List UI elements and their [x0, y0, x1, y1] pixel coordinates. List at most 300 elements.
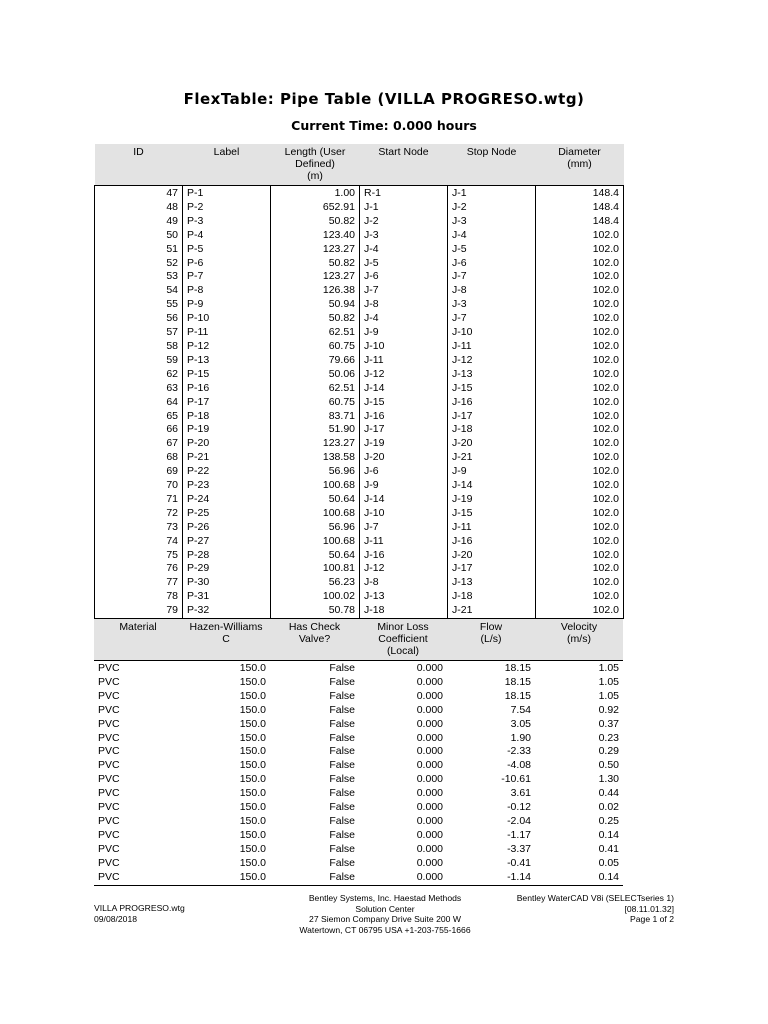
table-cell: 0.50 [598, 759, 619, 772]
table-cell: J-10 [360, 340, 448, 354]
table-cell: 68 [166, 451, 178, 464]
table-cell: J-20 [448, 549, 536, 563]
table-cell: 150.0 [239, 856, 266, 869]
table-cell: PVC [98, 745, 120, 758]
table-cell: 0.000 [416, 703, 443, 716]
table-cell: 0.000 [416, 801, 443, 814]
table-cell: 3.05 [510, 717, 531, 730]
footer-division: Solution Center [355, 903, 415, 914]
footer-company-info [260, 893, 510, 935]
table-cell: 150.0 [239, 787, 266, 800]
table-cell: 55 [166, 298, 178, 311]
table-cell: J-6 [360, 465, 448, 479]
table-cell: 62 [166, 367, 178, 380]
table-cell: 71 [166, 492, 178, 505]
column-header: Length (User Defined) (m) [271, 144, 360, 186]
footer-date: 09/08/2018 [94, 913, 138, 924]
table-cell: 62.51 [271, 382, 360, 396]
table-row [95, 590, 624, 604]
table-cell: J-7 [448, 270, 536, 284]
table-cell: P-1 [183, 186, 271, 201]
table-cell: J-3 [448, 298, 536, 312]
table-cell: 69 [166, 465, 178, 478]
table-row [95, 479, 624, 493]
table-row [95, 186, 624, 201]
table-cell: P-6 [183, 257, 271, 271]
table-cell: J-10 [360, 507, 448, 521]
table-cell: PVC [98, 759, 120, 772]
table-cell: J-8 [360, 576, 448, 590]
table-cell: P-7 [183, 270, 271, 284]
table-cell: J-18 [448, 590, 536, 604]
table-cell: 102.0 [536, 354, 624, 368]
table-cell: 18.15 [504, 662, 531, 674]
table-cell: PVC [98, 703, 120, 716]
table-cell: J-17 [360, 423, 448, 437]
table-cell: J-11 [360, 535, 448, 549]
table-cell: J-18 [448, 423, 536, 437]
table-cell: 102.0 [536, 284, 624, 298]
table-cell: J-2 [360, 215, 448, 229]
table-cell: 0.05 [598, 856, 619, 869]
table-cell: 102.0 [536, 340, 624, 354]
table-cell: -0.41 [507, 856, 531, 869]
table-cell: 1.05 [598, 675, 619, 688]
table-cell: J-21 [448, 604, 536, 618]
table-cell: False [329, 814, 355, 827]
table-cell: PVC [98, 787, 120, 800]
table-row [94, 745, 623, 759]
table-cell: 102.0 [536, 479, 624, 493]
table-cell: 652.91 [271, 201, 360, 215]
table-cell: J-14 [448, 479, 536, 493]
table-cell: 50 [166, 228, 178, 241]
table-cell: J-16 [360, 549, 448, 563]
table-row [95, 396, 624, 410]
table-cell: 100.02 [271, 590, 360, 604]
table-cell: 102.0 [536, 257, 624, 271]
footer-company: Bentley Systems, Inc. Haestad Methods [308, 893, 462, 903]
table-row [95, 257, 624, 271]
table-cell: J-6 [448, 257, 536, 271]
table-cell: J-15 [448, 382, 536, 396]
table-cell: 66 [166, 423, 178, 436]
table-cell: 102.0 [536, 535, 624, 549]
table-cell: 0.000 [416, 870, 443, 883]
table-cell: 56.96 [271, 465, 360, 479]
table-cell: 49 [166, 214, 178, 227]
table-cell: 102.0 [536, 229, 624, 243]
footer-software: Bentley WaterCAD V8i (SELECTseries 1) [516, 893, 674, 903]
table-cell: 50.64 [271, 493, 360, 507]
table-row [95, 215, 624, 229]
table-cell: J-20 [360, 451, 448, 465]
pipe-table-part2 [94, 619, 623, 886]
table-cell: 150.0 [239, 870, 266, 883]
table-cell: 50.82 [271, 215, 360, 229]
column-header: Has Check Valve? [270, 619, 359, 661]
table-cell: 0.000 [416, 828, 443, 841]
table-cell: PVC [98, 662, 120, 674]
footer-file-info [94, 903, 185, 924]
table-cell: 102.0 [536, 368, 624, 382]
table-cell: 150.0 [239, 675, 266, 688]
table-cell: P-18 [183, 410, 271, 424]
table-cell: P-22 [183, 465, 271, 479]
table-cell: 0.44 [598, 787, 619, 800]
table-row [94, 732, 623, 746]
current-time: Current Time: 0.000 hours [291, 118, 477, 133]
table-cell: J-7 [360, 284, 448, 298]
table-cell: J-4 [360, 243, 448, 257]
footer-software-info [517, 893, 674, 925]
column-header: ID [95, 144, 183, 186]
table-cell: 79.66 [271, 354, 360, 368]
table-cell: 123.27 [271, 243, 360, 257]
table-cell: J-17 [448, 562, 536, 576]
table-cell: 102.0 [536, 549, 624, 563]
table-cell: J-9 [448, 465, 536, 479]
table-cell: 0.000 [416, 773, 443, 786]
table-cell: J-11 [448, 340, 536, 354]
table-cell: 150.0 [239, 801, 266, 814]
footer-version: [08.11.01.32] [624, 903, 674, 914]
table-cell: 78 [166, 590, 178, 603]
table-cell: P-31 [183, 590, 271, 604]
table-cell: P-13 [183, 354, 271, 368]
table-row [94, 676, 623, 690]
table-row [95, 423, 624, 437]
table-cell: J-20 [448, 437, 536, 451]
table-cell: 63 [166, 381, 178, 394]
table-cell: J-18 [360, 604, 448, 618]
column-header: Velocity (m/s) [535, 619, 623, 661]
table-cell: P-11 [183, 326, 271, 340]
table-cell: P-8 [183, 284, 271, 298]
column-header: Material [94, 619, 182, 661]
table-row [95, 382, 624, 396]
table-cell: J-4 [448, 229, 536, 243]
table-cell: -2.04 [507, 814, 531, 827]
table-cell: 72 [166, 506, 178, 519]
table-row [95, 368, 624, 382]
table-cell: 150.0 [239, 773, 266, 786]
table-cell: R-1 [360, 186, 448, 201]
table-cell: 100.68 [271, 479, 360, 493]
table-row [95, 354, 624, 368]
table-cell: 1.30 [598, 773, 619, 786]
table-cell: P-9 [183, 298, 271, 312]
table-cell: 0.14 [598, 828, 619, 841]
table-cell: 1.00 [271, 186, 360, 201]
table-cell: P-29 [183, 562, 271, 576]
table-cell: 102.0 [536, 451, 624, 465]
table-cell: P-17 [183, 396, 271, 410]
table-cell: 67 [166, 437, 178, 450]
table-cell: 0.000 [416, 675, 443, 688]
table-cell: P-19 [183, 423, 271, 437]
table-cell: 60.75 [271, 396, 360, 410]
table-cell: 102.0 [536, 493, 624, 507]
table-row [94, 857, 623, 871]
table-cell: 56.23 [271, 576, 360, 590]
table-cell: 50.82 [271, 257, 360, 271]
table-cell: P-26 [183, 521, 271, 535]
table-cell: P-21 [183, 451, 271, 465]
table-cell: 102.0 [536, 243, 624, 257]
table-cell: 0.14 [598, 870, 619, 883]
column-header: Label [183, 144, 271, 186]
table-cell: J-17 [448, 410, 536, 424]
table-row [94, 759, 623, 773]
table-cell: 0.41 [598, 842, 619, 855]
table-cell: J-11 [448, 521, 536, 535]
table-row [94, 661, 623, 676]
table-cell: PVC [98, 773, 120, 786]
table-cell: 0.000 [416, 731, 443, 744]
table-cell: 62.51 [271, 326, 360, 340]
table-cell: 83.71 [271, 410, 360, 424]
table-row [95, 451, 624, 465]
table-cell: J-8 [360, 298, 448, 312]
footer-page-number: Page 1 of 2 [630, 914, 674, 924]
table-cell: 65 [166, 409, 178, 422]
table-cell: 150.0 [239, 703, 266, 716]
table-cell: 59 [166, 353, 178, 366]
table-cell: 138.58 [271, 451, 360, 465]
table-row [95, 507, 624, 521]
table-cell: 102.0 [536, 396, 624, 410]
table-row [95, 284, 624, 298]
table-cell: 0.23 [598, 731, 619, 744]
table-cell: J-16 [448, 396, 536, 410]
table-cell: 150.0 [239, 689, 266, 702]
table-cell: 150.0 [239, 662, 266, 674]
table-cell: 100.68 [271, 535, 360, 549]
table-cell: PVC [98, 828, 120, 841]
table-cell: P-28 [183, 549, 271, 563]
table-cell: P-5 [183, 243, 271, 257]
column-header: Start Node [360, 144, 448, 186]
table-cell: 79 [166, 604, 178, 617]
table-cell: P-16 [183, 382, 271, 396]
table-cell: 100.68 [271, 507, 360, 521]
table-cell: 0.000 [416, 787, 443, 800]
table-header-row [94, 619, 623, 661]
table-row [94, 690, 623, 704]
table-cell: -3.37 [507, 842, 531, 855]
table-cell: 0.000 [416, 717, 443, 730]
table-cell: J-15 [448, 507, 536, 521]
table-cell: 75 [166, 548, 178, 561]
table-cell: J-1 [448, 186, 536, 201]
table-cell: False [329, 787, 355, 800]
table-row [95, 298, 624, 312]
table-cell: 148.4 [536, 186, 624, 201]
table-cell: 150.0 [239, 717, 266, 730]
table-cell: -10.61 [501, 773, 531, 786]
table-row [94, 829, 623, 843]
table-cell: 50.06 [271, 368, 360, 382]
table-cell: -4.08 [507, 759, 531, 772]
table-cell: 123.27 [271, 270, 360, 284]
table-cell: PVC [98, 675, 120, 688]
table-cell: 150.0 [239, 745, 266, 758]
table-cell: J-13 [448, 368, 536, 382]
table-cell: 50.94 [271, 298, 360, 312]
table-cell: 123.27 [271, 437, 360, 451]
table-cell: P-15 [183, 368, 271, 382]
column-header: Minor Loss Coefficient (Local) [359, 619, 447, 661]
table-cell: 0.000 [416, 662, 443, 674]
table-cell: J-5 [360, 257, 448, 271]
table-cell: 0.37 [598, 717, 619, 730]
table-cell: PVC [98, 842, 120, 855]
table-row [94, 871, 623, 885]
table-row [95, 521, 624, 535]
footer-address: 27 Siemon Company Drive Suite 200 W [309, 914, 461, 924]
table-cell: J-8 [448, 284, 536, 298]
table-row [95, 229, 624, 243]
table-header-row [95, 144, 624, 186]
table-cell: J-1 [360, 201, 448, 215]
table-cell: P-4 [183, 229, 271, 243]
footer-filename: VILLA PROGRESO.wtg [94, 903, 185, 913]
table-cell: PVC [98, 870, 120, 883]
table-cell: 70 [166, 479, 178, 492]
table-cell: 51 [166, 242, 178, 255]
table-cell: 50.64 [271, 549, 360, 563]
table-cell: False [329, 689, 355, 702]
table-cell: J-19 [448, 493, 536, 507]
table-cell: 100.81 [271, 562, 360, 576]
table-row [95, 576, 624, 590]
table-cell: 0.25 [598, 814, 619, 827]
table-cell: PVC [98, 717, 120, 730]
table-cell: 58 [166, 339, 178, 352]
table-row [95, 312, 624, 326]
table-cell: 51.90 [271, 423, 360, 437]
table-cell: 102.0 [536, 465, 624, 479]
table-cell: 76 [166, 562, 178, 575]
table-cell: 102.0 [536, 590, 624, 604]
table-cell: J-6 [360, 270, 448, 284]
table-cell: 148.4 [536, 201, 624, 215]
table-cell: False [329, 870, 355, 883]
table-cell: J-12 [360, 368, 448, 382]
column-header: Diameter (mm) [536, 144, 624, 186]
table-cell: 56.96 [271, 521, 360, 535]
table-cell: 52 [166, 256, 178, 269]
table-cell: 102.0 [536, 562, 624, 576]
table-cell: J-11 [360, 354, 448, 368]
table-cell: 0.000 [416, 842, 443, 855]
table-row [94, 801, 623, 815]
table-row [95, 535, 624, 549]
table-cell: P-25 [183, 507, 271, 521]
table-row [95, 410, 624, 424]
table-cell: J-10 [448, 326, 536, 340]
table-cell: 0.92 [598, 703, 619, 716]
table-cell: False [329, 662, 355, 674]
table-cell: 102.0 [536, 521, 624, 535]
table-cell: P-20 [183, 437, 271, 451]
column-header: Hazen-Williams C [182, 619, 270, 661]
table-cell: 0.000 [416, 689, 443, 702]
table-cell: False [329, 828, 355, 841]
table-cell: P-23 [183, 479, 271, 493]
table-cell: 3.61 [510, 787, 531, 800]
table-cell: P-32 [183, 604, 271, 618]
table-cell: 102.0 [536, 410, 624, 424]
table-cell: 64 [166, 395, 178, 408]
table-cell: False [329, 842, 355, 855]
table-cell: 60.75 [271, 340, 360, 354]
table-cell: J-9 [360, 479, 448, 493]
table-cell: 102.0 [536, 437, 624, 451]
footer-city-phone: Watertown, CT 06795 USA +1-203-755-1666 [299, 924, 471, 935]
table-cell: 150.0 [239, 814, 266, 827]
table-row [95, 270, 624, 284]
table-body [95, 186, 624, 619]
table-cell: J-9 [360, 326, 448, 340]
table-cell: 54 [166, 284, 178, 297]
table-row [95, 201, 624, 215]
table-cell: -1.17 [507, 828, 531, 841]
table-row [95, 604, 624, 618]
table-row [94, 843, 623, 857]
table-cell: J-14 [360, 493, 448, 507]
column-header: Flow (L/s) [447, 619, 535, 661]
table-row [95, 465, 624, 479]
table-cell: PVC [98, 731, 120, 744]
table-cell: False [329, 773, 355, 786]
table-cell: P-12 [183, 340, 271, 354]
table-row [94, 787, 623, 801]
table-cell: P-3 [183, 215, 271, 229]
table-cell: 150.0 [239, 731, 266, 744]
table-cell: J-12 [448, 354, 536, 368]
table-cell: PVC [98, 801, 120, 814]
table-cell: 102.0 [536, 312, 624, 326]
table-cell: P-27 [183, 535, 271, 549]
table-cell: J-12 [360, 562, 448, 576]
table-cell: 102.0 [536, 423, 624, 437]
table-cell: J-7 [448, 312, 536, 326]
table-cell: J-4 [360, 312, 448, 326]
table-row [95, 437, 624, 451]
table-cell: 102.0 [536, 507, 624, 521]
column-header: Stop Node [448, 144, 536, 186]
table-cell: 150.0 [239, 842, 266, 855]
table-cell: 47 [166, 187, 178, 199]
table-cell: PVC [98, 814, 120, 827]
table-cell: 102.0 [536, 298, 624, 312]
table-cell: 1.05 [598, 662, 619, 674]
table-cell: 50.78 [271, 604, 360, 618]
table-row [94, 704, 623, 718]
table-cell: 57 [166, 326, 178, 339]
page-title: FlexTable: Pipe Table (VILLA PROGRESO.wtg) [183, 90, 585, 108]
table-cell: 77 [166, 576, 178, 589]
table-cell: P-24 [183, 493, 271, 507]
table-row [94, 815, 623, 829]
table-cell: J-5 [448, 243, 536, 257]
table-cell: 56 [166, 312, 178, 325]
table-row [95, 326, 624, 340]
table-cell: 18.15 [504, 689, 531, 702]
table-cell: 0.000 [416, 745, 443, 758]
